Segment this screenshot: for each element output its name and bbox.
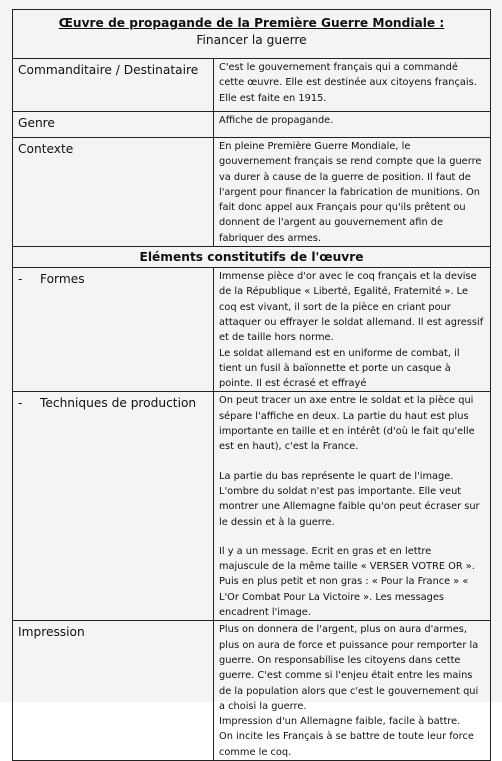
row-text-contexte	[214, 138, 491, 247]
table-row	[13, 268, 491, 392]
document-subtitle: Financer la guerre	[196, 33, 307, 47]
row-label-text: Contexte	[18, 142, 74, 156]
bullet-dash: -	[18, 272, 23, 287]
row-label-text: Formes	[40, 272, 85, 287]
paragraph: C'est le gouvernement français qui a commandé cette œuvre. Elle est destinée aux citoyens français. Elle est faite en 1915.	[219, 62, 477, 104]
table-row	[13, 621, 491, 761]
bullet-dash: -	[18, 396, 23, 411]
paragraph: Impression d'un Allemagne faible, facile à battre.	[219, 716, 461, 728]
paragraph: Affiche de propagande.	[219, 115, 334, 126]
row-text-commanditaire	[214, 59, 491, 112]
row-label-techniques	[13, 392, 214, 621]
row-label-impression	[13, 621, 214, 761]
row-text-genre	[214, 112, 491, 138]
table-row	[13, 112, 491, 138]
paragraph: En pleine Première Guerre Mondiale, le gouvernement français se rend compte que la guerre va durer à cause de la guerre de position. Il faut de l'argent pour financer la fabrication de munitions. On fait donc appel aux Français pour qu'ils prêtent ou donnent de l'argent au gouvernement afin de fabriquer des armes.	[219, 141, 482, 244]
paragraph: Plus on donnera de l'argent, plus on aura d'armes, plus on aura de force et puissance pour remporter la guerre. On responsabilise les citoyens dans cette guerre. C'est comme si l'enjeu était entre les mains de la population alors que c'est le gouvernement qui a choisi la guerre.	[219, 624, 479, 712]
row-label-commanditaire	[13, 59, 214, 112]
document-title: Œuvre de propagande de la Première Guerre Mondiale :	[58, 16, 445, 30]
row-label-text: Techniques de production	[40, 396, 197, 411]
analysis-table	[12, 9, 491, 761]
paragraph: Le soldat allemand est en uniforme de combat, il tient un fusil à baïonnette et porte un casque à pointe. Il est écrasé et effrayé	[219, 347, 460, 390]
row-label-text: Impression	[18, 625, 85, 640]
row-label-genre	[13, 112, 214, 138]
header-row	[13, 10, 491, 59]
row-label-text: Genre	[18, 116, 55, 130]
row-label-formes	[13, 268, 214, 392]
paragraph: Il y a un message. Ecrit en gras et en lettre majuscule de la même taille « VERSER VOTRE OR ». Puis en plus petit et non gras : « Pour la France » « L'Or Combat Pour La Victoire ». Les messages encadrent l'image.	[219, 545, 475, 619]
table-row	[13, 392, 491, 621]
table-row	[13, 138, 491, 247]
row-text-formes	[214, 268, 491, 392]
header-cell	[13, 10, 491, 59]
row-text-techniques	[214, 392, 491, 621]
row-label-contexte	[13, 138, 214, 247]
paragraph: On peut tracer un axe entre le soldat et la pièce qui sépare l'affiche en deux. La partie du haut est plus importante en taille et en intérêt (d'où le fait qu'elle est en haut), c'est la France.	[219, 395, 475, 453]
row-label-text: Commanditaire / Destinataire	[18, 63, 199, 77]
section-title: Eléments constitutifs de l'œuvre	[13, 247, 491, 268]
table-row	[13, 59, 491, 112]
paragraph-gap	[219, 530, 484, 544]
paragraph: La partie du bas représente le quart de l'image. L'ombre du soldat n'est pas importante. Elle veut montrer une Allemagne faible qu'on peut écraser sur le dessin et à la guerre.	[219, 470, 480, 528]
paragraph: On incite les Français à se battre de toute leur force comme le coq.	[219, 731, 474, 758]
section-row	[13, 247, 491, 268]
row-text-impression	[214, 621, 491, 761]
paragraph: Immense pièce d'or avec le coq français et la devise de la République « Liberté, Egalité, Fraternité ». Le coq est vivant, il sort de la pièce en criant pour attaquer ou effrayer le soldat allemand. Il est agressif et de taille hors norme.	[219, 271, 484, 344]
paragraph-gap	[219, 455, 484, 469]
